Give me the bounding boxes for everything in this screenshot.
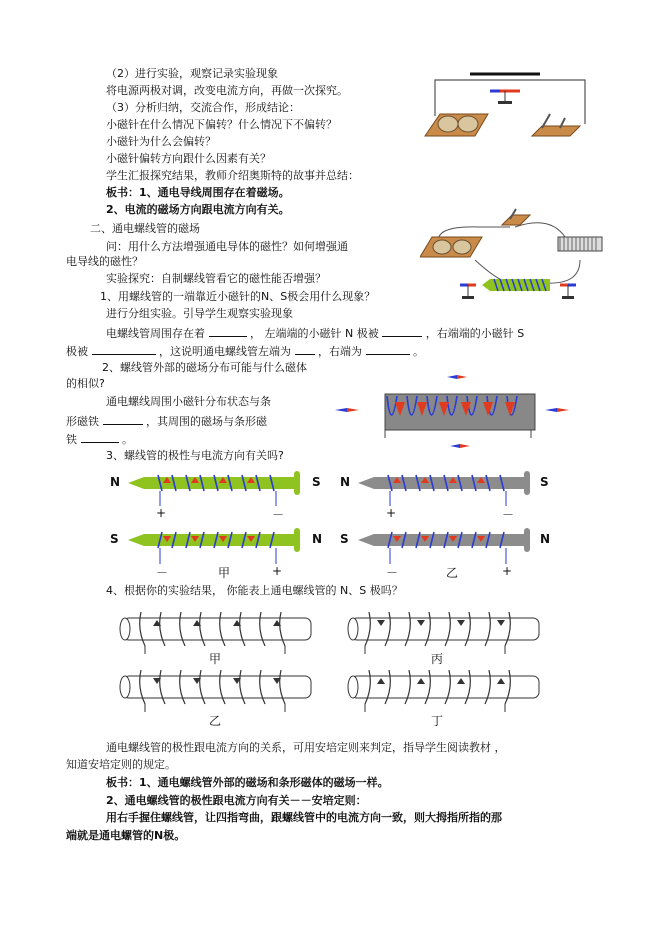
answer-blank[interactable] xyxy=(209,325,247,337)
solenoid-circuit-figure xyxy=(420,205,610,305)
compass-needle xyxy=(545,408,569,412)
text-segment: 形磁铁 xyxy=(66,415,99,428)
fill-blank-line xyxy=(66,343,424,359)
terminal-plus: + xyxy=(502,564,513,578)
compass-right xyxy=(560,285,576,299)
text-line: 1、用螺线管的一端靠近小磁针的N、S极会用什么现象？ xyxy=(100,290,376,303)
solenoid-tip xyxy=(482,279,490,291)
answer-blank[interactable] xyxy=(103,413,143,425)
tube-solenoid-yi xyxy=(120,670,311,712)
text-line: 小磁针为什么会偏转？ xyxy=(106,135,216,148)
text-segment: 极被 xyxy=(66,345,88,358)
pole-label-s: S xyxy=(312,475,321,489)
blackboard-heading: 板书：1、通电螺线管外部的磁场和条形磁体的磁场一样。 xyxy=(106,776,389,789)
answer-blank[interactable] xyxy=(295,343,315,355)
solenoid-nails-drawing xyxy=(100,466,560,580)
text-line: 小磁针在什么情况下偏转？什么情况下不偏转？ xyxy=(106,118,337,131)
text-line: 的相似? xyxy=(66,377,105,390)
battery-cell xyxy=(458,116,478,132)
nail-solenoid-bottom-left xyxy=(128,528,300,564)
solenoid-compass-distribution-figure xyxy=(335,372,605,457)
pole-label-n: N xyxy=(312,532,323,546)
pole-label-n: N xyxy=(340,475,351,489)
battery-cell xyxy=(438,116,458,132)
text-line: 进行分组实验。引导学生观察实验现象 xyxy=(106,307,293,320)
text-line: 通电螺线周围小磁针分布状态与条 xyxy=(106,395,271,408)
terminal-plus: + xyxy=(272,564,283,578)
circuit-wire xyxy=(515,223,565,237)
answer-blank[interactable] xyxy=(366,343,410,355)
text-line: 4、根据你的实验结果， 你能表上通电螺线管的 N、S 极吗？ xyxy=(106,584,403,597)
text-line: 电导线的磁性？ xyxy=(66,255,143,268)
circuit-wire xyxy=(545,260,580,283)
text-segment: 。 xyxy=(122,433,133,446)
pole-label-n: N xyxy=(110,475,121,489)
tube-solenoid-jia xyxy=(120,612,311,654)
text-line: 小磁针偏转方向跟什么因素有关？ xyxy=(106,152,271,165)
terminal-plus: + xyxy=(156,506,167,520)
text-line: （3）分析归纳，交流合作，形成结论： xyxy=(106,101,300,114)
text-line: 问：用什么方法增强通电导体的磁性？如何增强通 xyxy=(106,240,348,253)
pole-label-s: S xyxy=(110,532,119,546)
compass-base xyxy=(498,101,512,104)
figure-label-ding: 丁 xyxy=(431,714,444,728)
text-segment: 。 xyxy=(413,345,424,358)
pole-label-n: N xyxy=(540,532,551,546)
blackboard-heading: 板书：1、通电导线周围存在着磁场。 xyxy=(106,186,290,199)
text-line: 通电螺线管的极性跟电流方向的关系，可用安培定则来判定，指导学生阅读教材 ， xyxy=(106,741,506,754)
section-title: 二、通电螺线管的磁场 xyxy=(90,222,200,235)
terminal-minus: － xyxy=(386,566,399,580)
text-line: 知道安培定则的规定。 xyxy=(66,758,176,771)
text-segment: ，右端端的小磁针 S xyxy=(425,327,525,340)
text-line: 用右手握住螺线管，让四指弯曲，跟螺线管中的电流方向一致，则大拇指所指的那 xyxy=(106,811,502,824)
fill-blank-line xyxy=(66,431,133,447)
text-segment: ， 左端端的小磁针 N 极被 xyxy=(250,327,379,340)
figure-label-bing: 丙 xyxy=(431,652,444,666)
blackboard-heading: 2、电流的磁场方向跟电流方向有关。 xyxy=(106,203,290,216)
solenoid-tubes-drawing xyxy=(115,606,555,736)
text-line: 实验探究：自制螺线管看它的磁性能否增强？ xyxy=(106,272,326,285)
compass-needle xyxy=(335,408,359,412)
compass-needle xyxy=(450,444,470,448)
text-segment: ，这说明通电螺线管左端为 xyxy=(159,345,291,358)
text-line: 端就是通电螺管的N极。 xyxy=(66,829,186,842)
tube-solenoid-bing xyxy=(348,612,539,654)
pole-label-s: S xyxy=(340,532,349,546)
answer-blank[interactable] xyxy=(92,343,156,355)
nail-solenoid-top-right xyxy=(358,471,530,506)
text-line: 学生汇报探究结果，教师介绍奥斯特的故事并总结： xyxy=(106,169,359,182)
text-segment: 电螺线管周围存在着 xyxy=(106,327,205,340)
figure-label-yi: 乙 xyxy=(446,566,459,580)
battery-cell xyxy=(453,240,471,254)
compass-needle xyxy=(447,375,467,379)
answer-blank[interactable] xyxy=(81,431,119,443)
text-line: 2、螺线管外部的磁场分布可能与什么磁体 xyxy=(102,361,307,374)
compass-left xyxy=(460,285,476,299)
terminal-plus: + xyxy=(386,506,397,520)
nail-solenoid-bottom-right xyxy=(358,528,530,564)
answer-blank[interactable] xyxy=(382,325,422,337)
text-segment: 铁 xyxy=(66,433,77,446)
figure-label-jia: 甲 xyxy=(218,566,231,580)
pole-label-s: S xyxy=(540,475,549,489)
switch-base xyxy=(532,126,580,136)
fill-blank-line xyxy=(106,325,524,341)
figure-label-yi: 乙 xyxy=(209,714,222,728)
terminal-minus: － xyxy=(156,566,169,580)
tube-solenoid-ding xyxy=(348,670,539,712)
solenoid-tube-figure xyxy=(115,606,555,736)
text-line: 3、螺线管的极性与电流方向有关吗? xyxy=(106,449,284,462)
text-line: 将电源两极对调，改变电流方向，再做一次探究。 xyxy=(106,84,348,97)
battery-cell xyxy=(433,240,451,254)
blackboard-heading: 2、通电螺线管的极性跟电流方向有关－－安培定则： xyxy=(106,794,367,807)
solenoid-polarity-figure xyxy=(100,466,560,580)
oersted-circuit-figure xyxy=(420,66,600,146)
text-segment: ，其周围的磁场与条形磁 xyxy=(146,415,267,428)
fill-blank-line xyxy=(66,413,267,429)
figure-label-jia: 甲 xyxy=(209,652,222,666)
terminal-minus: － xyxy=(272,508,285,522)
nail-solenoid-top-left xyxy=(128,471,300,506)
terminal-minus: － xyxy=(502,508,515,522)
text-segment: ，右端为 xyxy=(318,345,362,358)
text-line: （2）进行实验，观察记录实验现象 xyxy=(106,67,278,80)
